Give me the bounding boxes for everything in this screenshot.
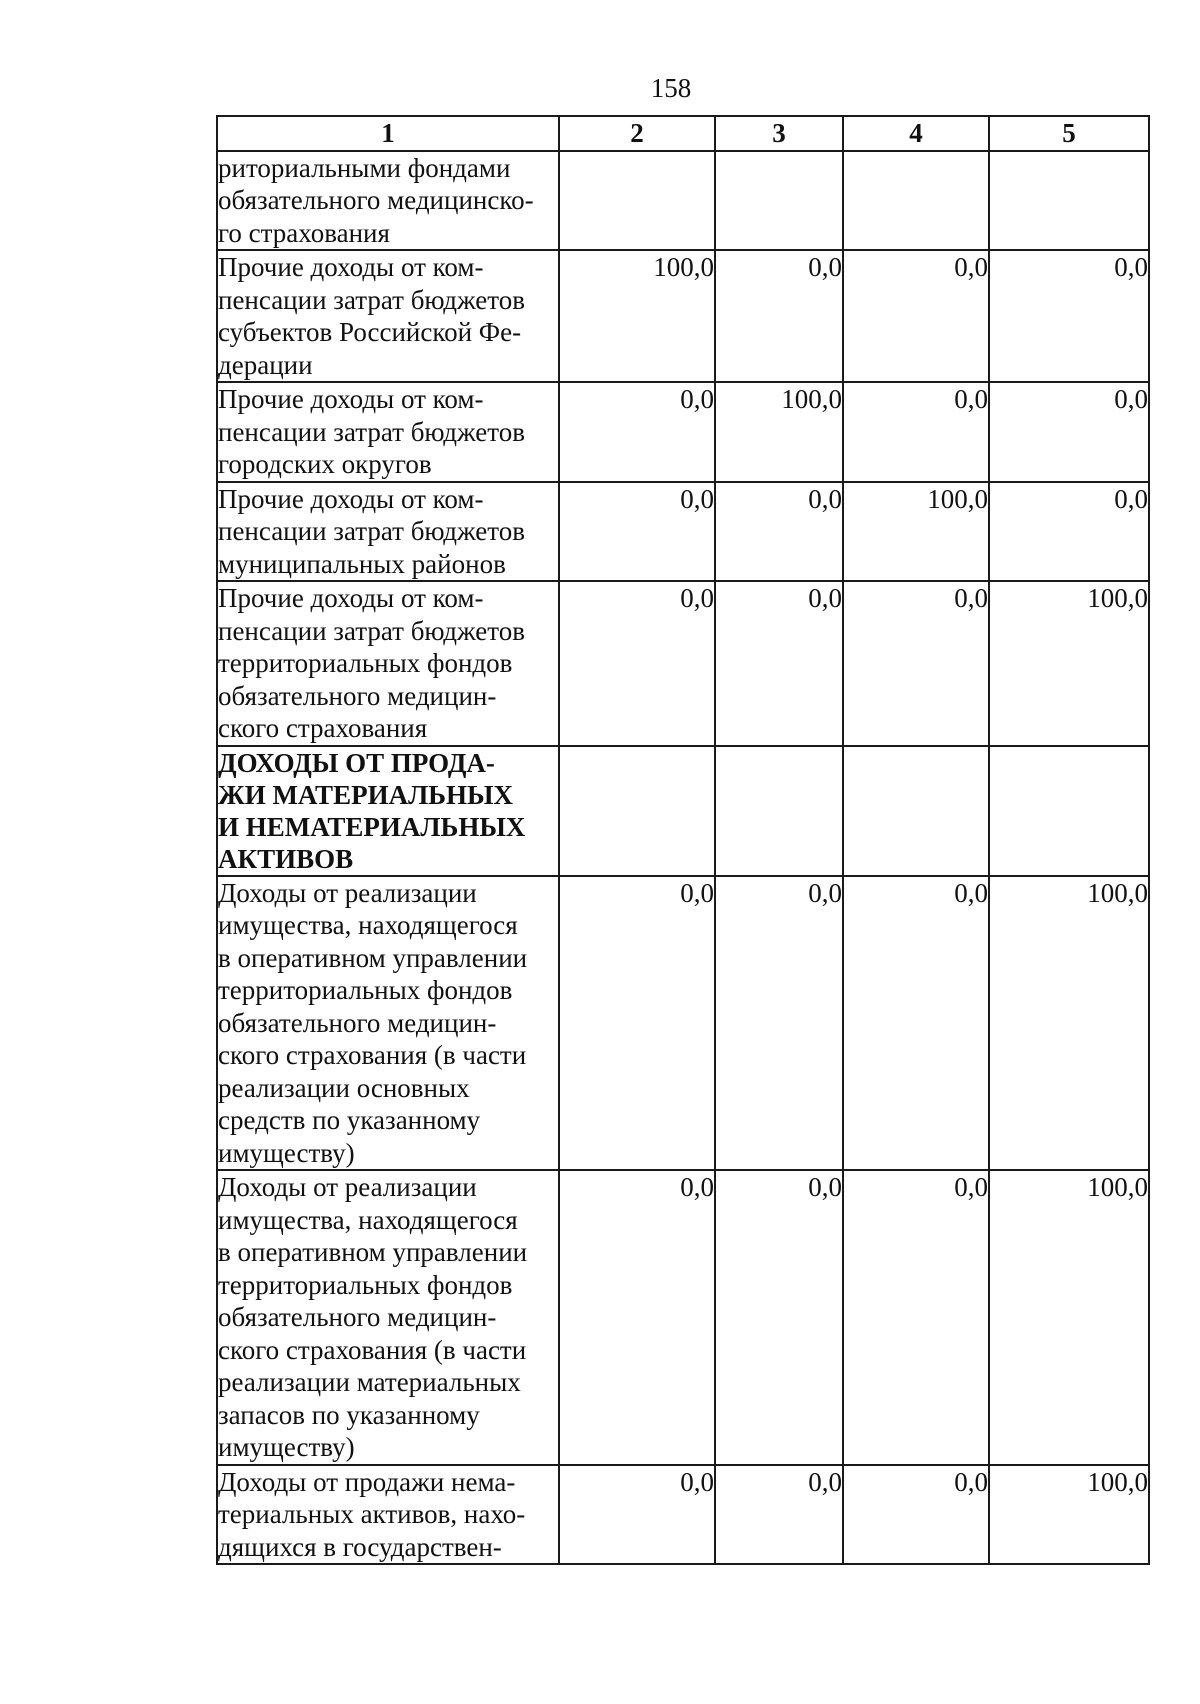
value-cell-col-2: 0,0 bbox=[559, 1465, 715, 1565]
description-line: Прочие доходы от ком- bbox=[218, 384, 484, 414]
value-cell-col-3 bbox=[715, 151, 843, 251]
value-cell-col-4: 0,0 bbox=[843, 1170, 989, 1465]
value-cell-col-3: 0,0 bbox=[715, 581, 843, 746]
description-line: дящихся в государствен- bbox=[218, 1531, 502, 1562]
value-cell-col-5: 100,0 bbox=[989, 581, 1149, 746]
description-line: обязательного медицин- bbox=[218, 1302, 497, 1332]
table-row bbox=[217, 151, 1149, 251]
section-heading-cell bbox=[217, 746, 559, 876]
value-cell-col-2: 0,0 bbox=[559, 581, 715, 746]
value-cell-col-5 bbox=[989, 746, 1149, 876]
value-cell-col-2: 0,0 bbox=[559, 482, 715, 582]
value-cell-col-3: 0,0 bbox=[715, 1465, 843, 1565]
column-header-2: 2 bbox=[559, 116, 715, 151]
row-description-cell bbox=[217, 482, 559, 582]
description-line: обязательного медицин- bbox=[218, 1007, 497, 1038]
row-description-cell bbox=[217, 382, 559, 482]
value-cell-col-4: 0,0 bbox=[843, 250, 989, 382]
description-line: запасов по указанному bbox=[218, 1399, 480, 1430]
description-line: риториальными фондами bbox=[218, 152, 511, 183]
description-line: Прочие доходы от ком- bbox=[218, 252, 484, 282]
description-line: городских округов bbox=[218, 449, 432, 479]
value-cell-col-3: 0,0 bbox=[715, 482, 843, 582]
header-row bbox=[217, 116, 1149, 151]
table-row bbox=[217, 382, 1149, 482]
table-row bbox=[217, 746, 1149, 876]
description-line: дерации bbox=[218, 349, 313, 380]
description-line: территориальных фондов bbox=[218, 648, 513, 678]
description-line: ского страхования (в части bbox=[218, 1040, 527, 1070]
description-line: в оперативном управлении bbox=[218, 1237, 528, 1267]
description-line: го страхования bbox=[218, 217, 390, 248]
description-line: пенсации затрат бюджетов bbox=[218, 615, 525, 646]
value-cell-col-4: 100,0 bbox=[843, 482, 989, 582]
value-cell-col-2: 0,0 bbox=[559, 382, 715, 482]
description-line: Доходы от реализации bbox=[218, 1172, 477, 1202]
table-row bbox=[217, 482, 1149, 582]
value-cell-col-5 bbox=[989, 151, 1149, 251]
column-header-5: 5 bbox=[989, 116, 1149, 151]
description-line: пенсации затрат бюджетов bbox=[218, 284, 525, 315]
description-line: ского страхования bbox=[218, 713, 428, 743]
description-line: пенсации затрат бюджетов bbox=[218, 416, 525, 447]
description-line: имуществу) bbox=[218, 1432, 355, 1462]
description-line: территориальных фондов bbox=[218, 1269, 513, 1300]
value-cell-col-2 bbox=[559, 746, 715, 876]
description-line: териальных активов, нахо- bbox=[218, 1499, 526, 1529]
value-cell-col-5: 0,0 bbox=[989, 482, 1149, 582]
row-description-cell bbox=[217, 151, 559, 251]
description-line: ЖИ МАТЕРИАЛЬНЫХ bbox=[218, 779, 514, 810]
row-description-cell bbox=[217, 581, 559, 746]
column-header-3: 3 bbox=[715, 116, 843, 151]
value-cell-col-2 bbox=[559, 151, 715, 251]
description-line: АКТИВОВ bbox=[218, 843, 354, 874]
value-cell-col-2: 0,0 bbox=[559, 876, 715, 1171]
description-line: пенсации затрат бюджетов bbox=[218, 516, 525, 546]
description-line: муниципальных районов bbox=[218, 548, 506, 579]
description-line: Прочие доходы от ком- bbox=[218, 583, 484, 613]
budget-table bbox=[216, 115, 1150, 1565]
description-line: обязательного медицин- bbox=[218, 680, 497, 711]
value-cell-col-2: 0,0 bbox=[559, 1170, 715, 1465]
value-cell-col-4: 0,0 bbox=[843, 581, 989, 746]
value-cell-col-3 bbox=[715, 746, 843, 876]
value-cell-col-3: 100,0 bbox=[715, 382, 843, 482]
row-description-cell bbox=[217, 1465, 559, 1565]
description-line: в оперативном управлении bbox=[218, 942, 528, 973]
value-cell-col-5: 0,0 bbox=[989, 382, 1149, 482]
value-cell-col-4: 0,0 bbox=[843, 1465, 989, 1565]
table-row bbox=[217, 1465, 1149, 1565]
column-header-4: 4 bbox=[843, 116, 989, 151]
row-description-cell bbox=[217, 250, 559, 382]
description-line: средств по указанному bbox=[218, 1105, 481, 1135]
value-cell-col-4: 0,0 bbox=[843, 382, 989, 482]
description-line: субъектов Российской Фе- bbox=[218, 317, 522, 347]
description-line: реализации материальных bbox=[218, 1367, 521, 1397]
row-description-cell bbox=[217, 1170, 559, 1465]
table-row bbox=[217, 1170, 1149, 1465]
value-cell-col-5: 100,0 bbox=[989, 1170, 1149, 1465]
value-cell-col-4: 0,0 bbox=[843, 876, 989, 1171]
page-number: 158 bbox=[650, 73, 692, 103]
value-cell-col-5: 100,0 bbox=[989, 876, 1149, 1171]
table-row bbox=[217, 581, 1149, 746]
description-line: обязательного медицинско- bbox=[218, 185, 534, 215]
value-cell-col-3: 0,0 bbox=[715, 876, 843, 1171]
value-cell-col-4 bbox=[843, 151, 989, 251]
description-line: Доходы от реализации bbox=[218, 877, 477, 908]
value-cell-col-3: 0,0 bbox=[715, 250, 843, 382]
description-line: имуществу) bbox=[218, 1137, 355, 1168]
value-cell-col-2: 100,0 bbox=[559, 250, 715, 382]
table-header bbox=[217, 116, 1149, 151]
description-line: Прочие доходы от ком- bbox=[218, 483, 484, 514]
column-header-1: 1 bbox=[217, 116, 559, 151]
row-description-cell bbox=[217, 876, 559, 1171]
description-line: И НЕМАТЕРИАЛЬНЫХ bbox=[218, 811, 526, 842]
description-line: Доходы от продажи нема- bbox=[218, 1466, 516, 1497]
value-cell-col-5: 100,0 bbox=[989, 1465, 1149, 1565]
value-cell-col-5: 0,0 bbox=[989, 250, 1149, 382]
description-line: реализации основных bbox=[218, 1072, 470, 1103]
table-row bbox=[217, 250, 1149, 382]
description-line: имущества, находящегося bbox=[218, 1204, 518, 1235]
value-cell-col-4 bbox=[843, 746, 989, 876]
description-line: имущества, находящегося bbox=[218, 910, 518, 940]
table-body bbox=[217, 151, 1149, 1565]
table-row bbox=[217, 876, 1149, 1171]
description-line: ского страхования (в части bbox=[218, 1334, 527, 1365]
description-line: ДОХОДЫ ОТ ПРОДА- bbox=[218, 747, 495, 778]
value-cell-col-3: 0,0 bbox=[715, 1170, 843, 1465]
description-line: территориальных фондов bbox=[218, 975, 513, 1005]
